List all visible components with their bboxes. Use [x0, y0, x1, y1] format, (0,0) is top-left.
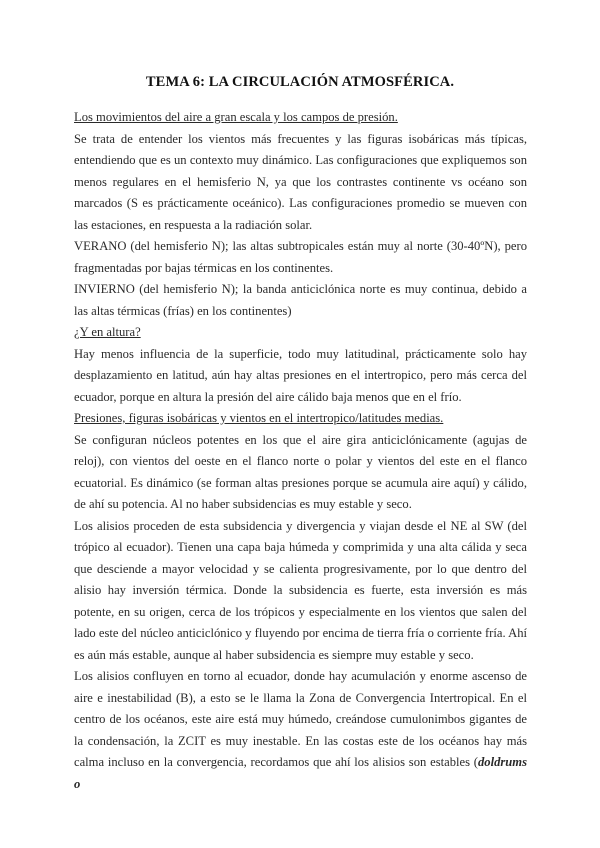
paragraph-itcz — [74, 666, 527, 795]
document-body — [74, 107, 527, 795]
paragraph-invierno: INVIERNO (del hemisferio N); la banda anticiclónica norte es muy continua, debido a las altas térmicas (frías) en los continentes) — [74, 282, 527, 318]
section-heading-large-scale-movements: Los movimientos del aire a gran escala y los campos de presión. — [74, 110, 398, 124]
paragraph-anticyclonic-nuclei: Se configuran núcleos potentes en los que el aire gira anticiclónicamente (agujas de reloj), con vientos del oeste en el flanco norte o polar y vientos del este en el flanco ecuatorial. Es dinámico (se forman altas presiones porque se acumula aire aquí) y cálido, de ahí su potencia. Al no haber subsidencias es muy estable y seco. — [74, 432, 527, 511]
paragraph-verano: VERANO (del hemisferio N); las altas subtropicales están muy al norte (30-40ºN), pero fragmentadas por bajas térmicas en los continentes. — [74, 239, 527, 275]
paragraph-trade-winds: Los alisios proceden de esta subsidencia y divergencia y viajan desde el NE al SW (del trópico al ecuador). Tienen una capa baja húmeda y comprimida y una alta cálida y seca que desciende a mayor velocidad y se calienta progresivamente, por lo que dentro del alisio hay inversión térmica. Donde la subsidencia es fuerte, esta inversión es más potente, en su origen, cerca de los trópicos y especialmente en los vientos que salen del lado este del núcleo anticiclónico y fluyendo por encima de tierra fría o corriente fría. Ahí es aún más estable, aunque al haber subsidencia es siempre muy estable y seco. — [74, 518, 527, 662]
paragraph-itcz-text: Los alisios confluyen en torno al ecuador, donde hay acumulación y enorme ascenso de aire e inestabilidad (B), a esto se le llama la Zona de Convergencia Intertropical. En el centro de los océanos, este aire está muy húmedo, creándose cumulonimbos gigantes de la condensación, la ZCIT es muy inestable. En las costas este de los océanos hay más calma incluso en la convergencia, recordamos que ahí los alisios son estables ( — [74, 669, 527, 769]
section-heading-altitude: ¿Y en altura? — [74, 325, 141, 339]
section-heading-intertropical: Presiones, figuras isobáricas y vientos en el intertropico/latitudes medias. — [74, 411, 444, 425]
paragraph-altitude: Hay menos influencia de la superficie, todo muy latitudinal, prácticamente solo hay desplazamiento en latitud, aún hay altas presiones en el intertropico, pero más cerca del ecuador, porque en altura la presión del aire cálido baja menos que en el frío. — [74, 346, 527, 404]
paragraph-itcz-emphasis: doldrums o — [74, 755, 527, 791]
page-title: TEMA 6: LA CIRCULACIÓN ATMOSFÉRICA. — [145, 74, 455, 90]
paragraph-intro: Se trata de entender los vientos más frecuentes y las figuras isobáricas más típicas, entendiendo que es un contexto muy dinámico. Las configuraciones que expliquemos son menos regulares en el hemisferio N, ya que los contrastes continente vs océano son marcados (S es prácticamente oceánico). Las configuraciones promedio se mueven con las estaciones, en respuesta a la radiación solar. — [74, 131, 527, 232]
